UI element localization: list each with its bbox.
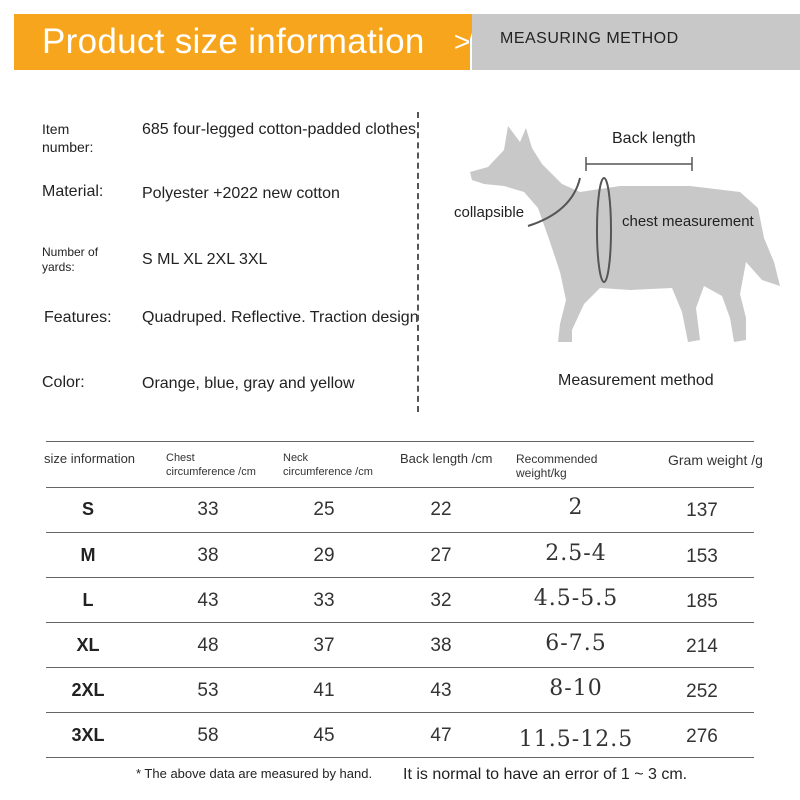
table-header-weight: Recommended weight/kg (516, 452, 598, 480)
table-line-row (46, 712, 754, 713)
footer-note-error: It is normal to have an error of 1 ~ 3 cm. (403, 766, 688, 783)
number-of-yards-value: S ML XL 2XL 3XL (142, 251, 268, 268)
header-banner (0, 14, 800, 70)
page-title: Product size information (42, 22, 425, 61)
table-header-back: Back length /cm (400, 451, 493, 466)
table-header-neck: Neck circumference /cm (283, 452, 373, 478)
material-label: Material: (42, 183, 104, 200)
chevron-right-icon: > (454, 26, 471, 57)
diagram-caption: Measurement method (558, 372, 714, 389)
table-header-gram: Gram weight /g (668, 452, 763, 468)
table-line-bottom (46, 757, 754, 758)
material-value: Polyester +2022 new cotton (142, 185, 340, 202)
dog-silhouette-icon (440, 112, 790, 412)
color-value: Orange, blue, gray and yellow (142, 375, 355, 392)
table-line-row (46, 622, 754, 623)
back-length-label: Back length (612, 130, 696, 147)
table-line-row (46, 667, 754, 668)
footer-note-measured: * The above data are measured by hand. (136, 766, 373, 781)
table-header-size: size information (44, 451, 136, 466)
features-value: Quadruped. Reflective. Traction design (142, 309, 419, 326)
table-header-chest: Chest circumference /cm (166, 452, 256, 478)
item-number-value: 685 four-legged cotton-padded clothes (142, 121, 416, 138)
measurement-diagram (440, 112, 790, 412)
features-label: Features: (44, 309, 112, 326)
table-line-row (46, 532, 754, 533)
item-number-label: Item number: (42, 121, 94, 155)
chest-measurement-label: chest measurement (622, 213, 754, 230)
measuring-method-heading: MEASURING METHOD (500, 30, 679, 47)
section-divider (417, 112, 419, 412)
table-line-row (46, 577, 754, 578)
table-line-top (46, 441, 754, 442)
color-label: Color: (42, 374, 85, 391)
collapsible-label: collapsible (454, 204, 525, 221)
table-line-header (46, 487, 754, 488)
number-of-yards-label: Number of yards: (42, 245, 99, 274)
